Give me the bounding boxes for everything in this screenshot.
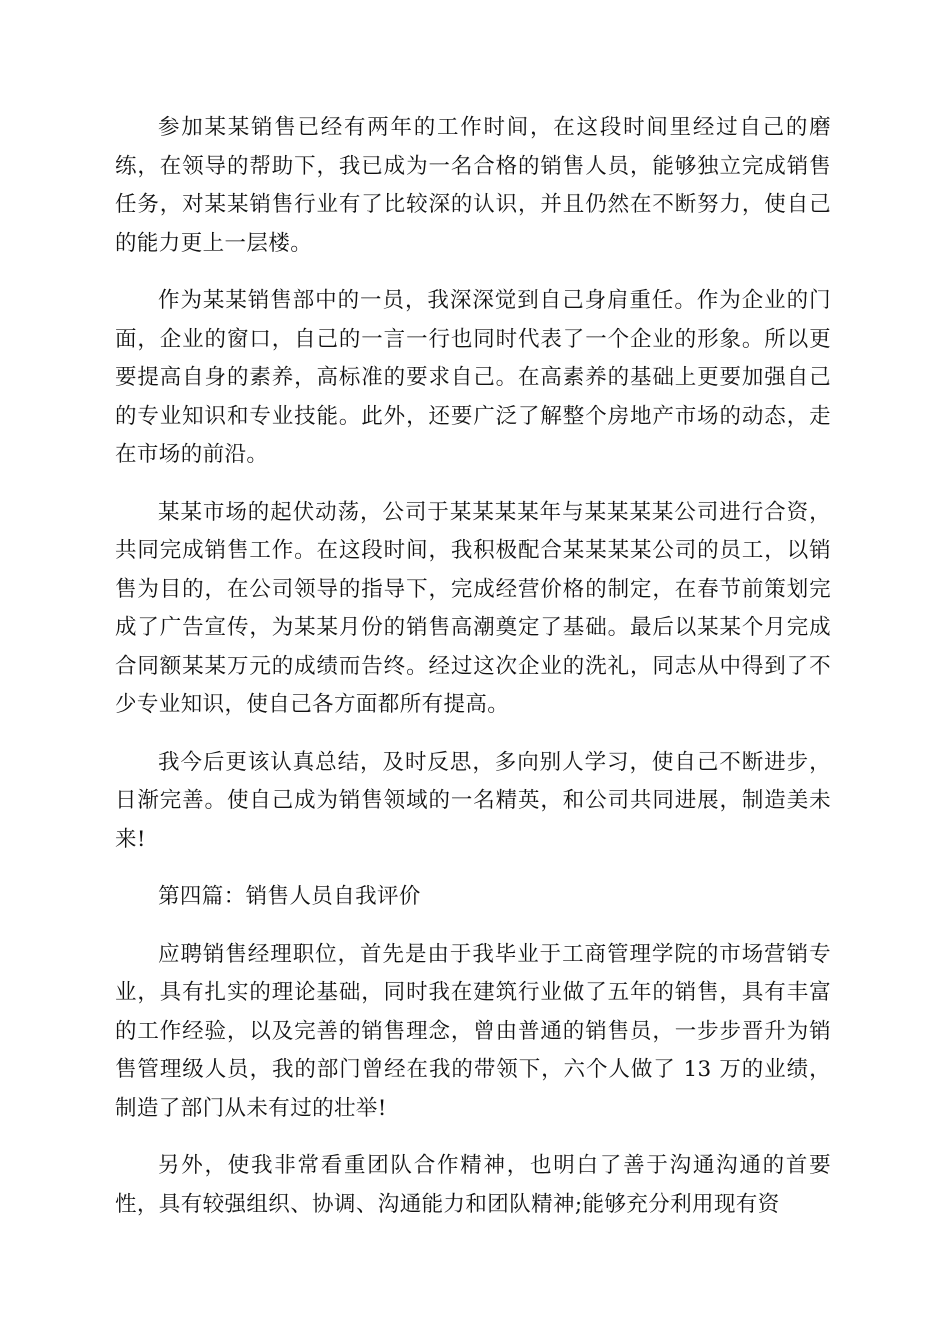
body-paragraph: 我今后更该认真总结，及时反思，多向别人学习，使自己不断进步，日渐完善。使自己成为销售领域的一名精英，和公司共同进展，制造美未来! bbox=[115, 749, 831, 852]
body-paragraph: 参加某某销售已经有两年的工作时间，在这段时间里经过自己的磨练，在领导的帮助下，我已成为一名合格的销售人员，能够独立完成销售任务，对某某销售行业有了比较深的认识，并且仍然在不断努力，使自己的能力更上一层楼。 bbox=[115, 115, 831, 256]
body-paragraph: 另外，使我非常看重团队合作精神，也明白了善于沟通沟通的首要性，具有较强组织、协调、沟通能力和团队精神;能够充分利用现有资 bbox=[115, 1153, 831, 1217]
body-paragraph: 某某市场的起伏动荡，公司于某某某某年与某某某某公司进行合资，共同完成销售工作。在这段时间，我积极配合某某某某公司的员工，以销售为目的，在公司领导的指导下，完成经营价格的制定，在春节前策划完成了广告宣传，为某某月份的销售高潮奠定了基础。最后以某某个月完成合同额某某万元的成绩而告终。经过这次企业的洗礼，同志从中得到了不少专业知识，使自己各方面都所有提高。 bbox=[115, 499, 831, 717]
body-paragraph: 应聘销售经理职位，首先是由于我毕业于工商管理学院的市场营销专业，具有扎实的理论基础，同时我在建筑行业做了五年的销售，具有丰富的工作经验，以及完善的销售理念，曾由普通的销售员，一步步晋升为销售管理级人员，我的部门曾经在我的带领下，六个人做了 13 万的业绩，制造了部门从未有过的壮举! bbox=[115, 941, 831, 1121]
body-paragraph: 作为某某销售部中的一员，我深深觉到自己身肩重任。作为企业的门面，企业的窗口，自己的一言一行也同时代表了一个企业的形象。所以更要提高自身的素养，高标准的要求自己。在高素养的基础上更要加强自己的专业知识和专业技能。此外，还要广泛了解整个房地产市场的动态，走在市场的前沿。 bbox=[115, 288, 831, 467]
document-page bbox=[115, 109, 831, 1243]
section-heading: 第四篇：销售人员自我评价 bbox=[158, 884, 421, 909]
